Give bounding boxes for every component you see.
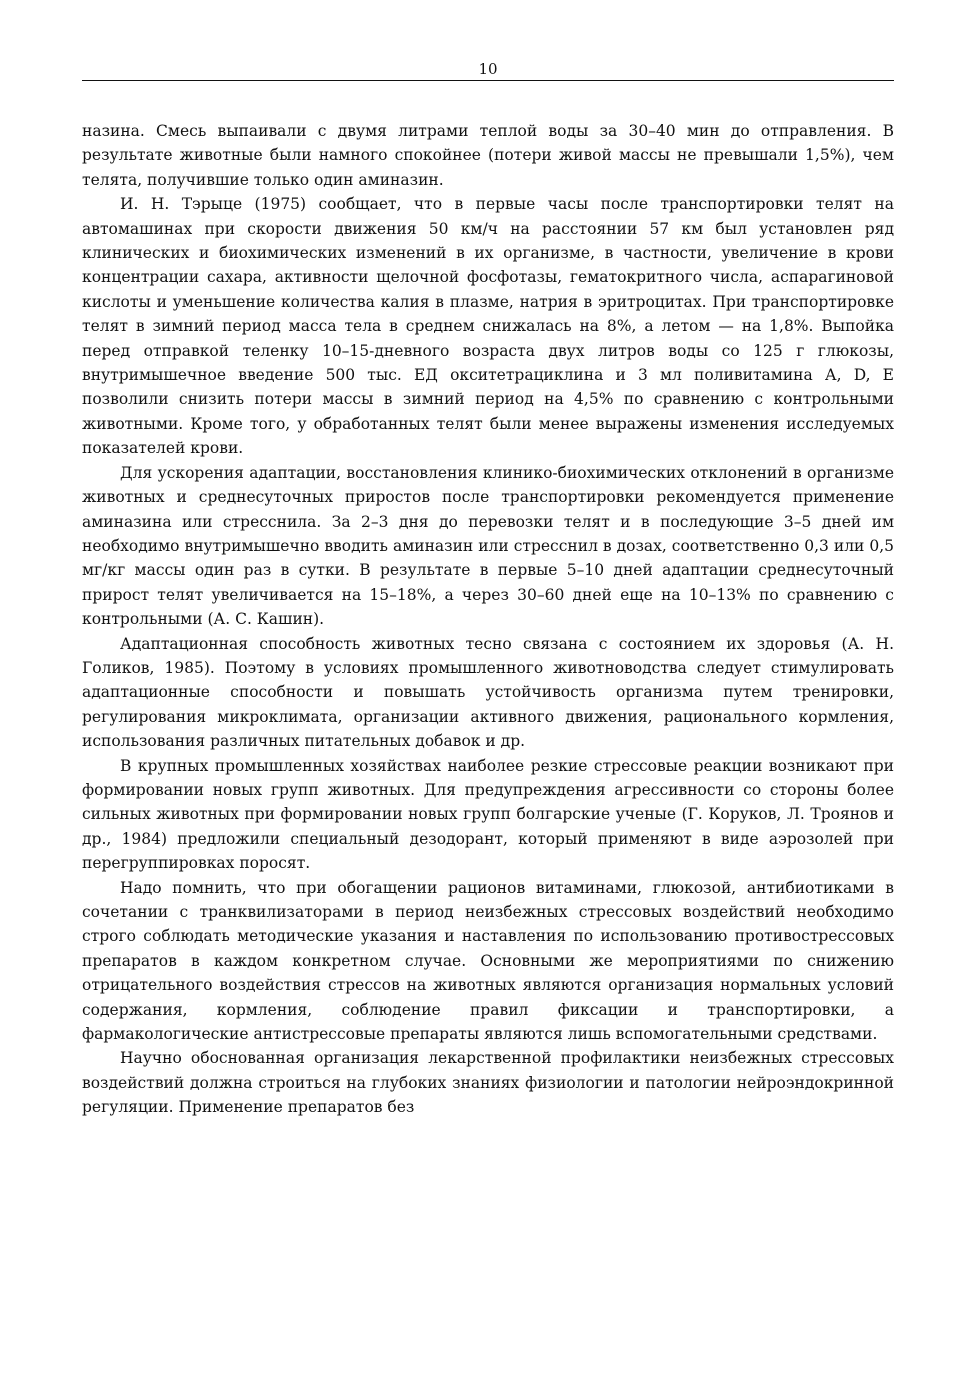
paragraph-methodical-guidance: Надо помнить, что при обогащении рационов витаминами, глюкозой, антибиотиками в сочетании с транквилизаторами в период неизбежных стрессовых воздействий необходимо строго соблюдать методические указания и наставления по использованию противострессовых препаратов в каждом конкретном случае. Основными же мероприятиями по снижению отрицательного воздействия стрессов на животных являются организация нормальных условий содержания, кормления, соблюдение правил фиксации и транспортировки, а фармакологические антистрессовые препараты являются лишь вспомогательными средствами.	[82, 878, 894, 1044]
header-rule	[82, 80, 894, 81]
paragraph-adaptation-acceleration: Для ускорения адаптации, восстановления клинико-биохимических отклонений в организме животных и среднесуточных приростов после транспортировки рекомендуется применение аминазина или стресснила. За 2–3 дня до перевозки телят и в последующие 3–5 дней им необходимо внутримышечно вводить аминазин или стресснил в дозах, соответственно 0,3 или 0,5 мг/кг массы один раз в сутки. В результате в первые 5–10 дней адаптации среднесуточный прирост телят увеличивается на 15–18%, а через 30–60 дней еще на 10–13% по сравнению с контрольными (А. С. Кашин).	[82, 463, 894, 629]
paragraph-drug-prophylaxis: Научно обоснованная организация лекарственной профилактики неизбежных стрессовых воздействий должна строиться на глубоких знаниях физиологии и патологии нейроэндокринной регуляции. Применение препаратов без	[82, 1049, 894, 1117]
paragraph-continuation: назина. Смесь выпаивали с двумя литрами теплой воды за 30–40 мин до отправления. В результате животные были намного спокойнее (потери живой массы не превышали 1,5%), чем телята, получившие только один аминазин.	[82, 122, 894, 189]
paragraph-group-formation: В крупных промышленных хозяйствах наиболее резкие стрессовые реакции возникают при формировании новых групп животных. Для предупреждения агрессивности со стороны более сильных животных при формировании новых групп болгарские ученые (Г. Коруков, Л. Троянов и др., 1984) предложили специальный дезодорант, который применяют в виде аэрозолей при перегруппировках поросят.	[82, 756, 894, 873]
paragraph-terytse-study: И. Н. Тэрыце (1975) сообщает, что в первые часы после транспортировки телят на автомашинах при скорости движения 50 км/ч на расстоянии 57 км был установлен ряд клинических и биохимических изменений в их организме, в частности, увеличение в крови концентрации сахара, активности щелочной фосфотазы, гематокритного числа, аспарагиновой кислоты и уменьшение количества калия в плазме, натрия в эритроцитах. При транспортировке телят в зимний период масса тела в среднем снижалась на 8%, а летом — на 1,8%. Выпойка перед отправкой теленку 10–15-дневного возраста двух литров воды со 125 г глюкозы, внутримышечное введение 500 тыс. ЕД окситетрациклина и 3 мл поливитамина А, D, Е позволили снизить потери массы в зимний период на 4,5% по сравнению с контрольными животными. Кроме того, у обработанных телят были менее выражены изменения исследуемых показателей крови.	[82, 195, 894, 458]
paragraph-adaptive-capacity: Адаптационная способность животных тесно связана с состоянием их здоровья (А. Н. Голиков, 1985). Поэтому в условиях промышленного животноводства следует стимулировать адаптационные способности и повышать устойчивость организма путем тренировки, регулирования микроклимата, организации активного движения, рационального кормления, использования различных питательных добавок и др.	[82, 634, 894, 751]
text-body	[82, 119, 894, 1120]
page-number: 10	[478, 60, 498, 78]
